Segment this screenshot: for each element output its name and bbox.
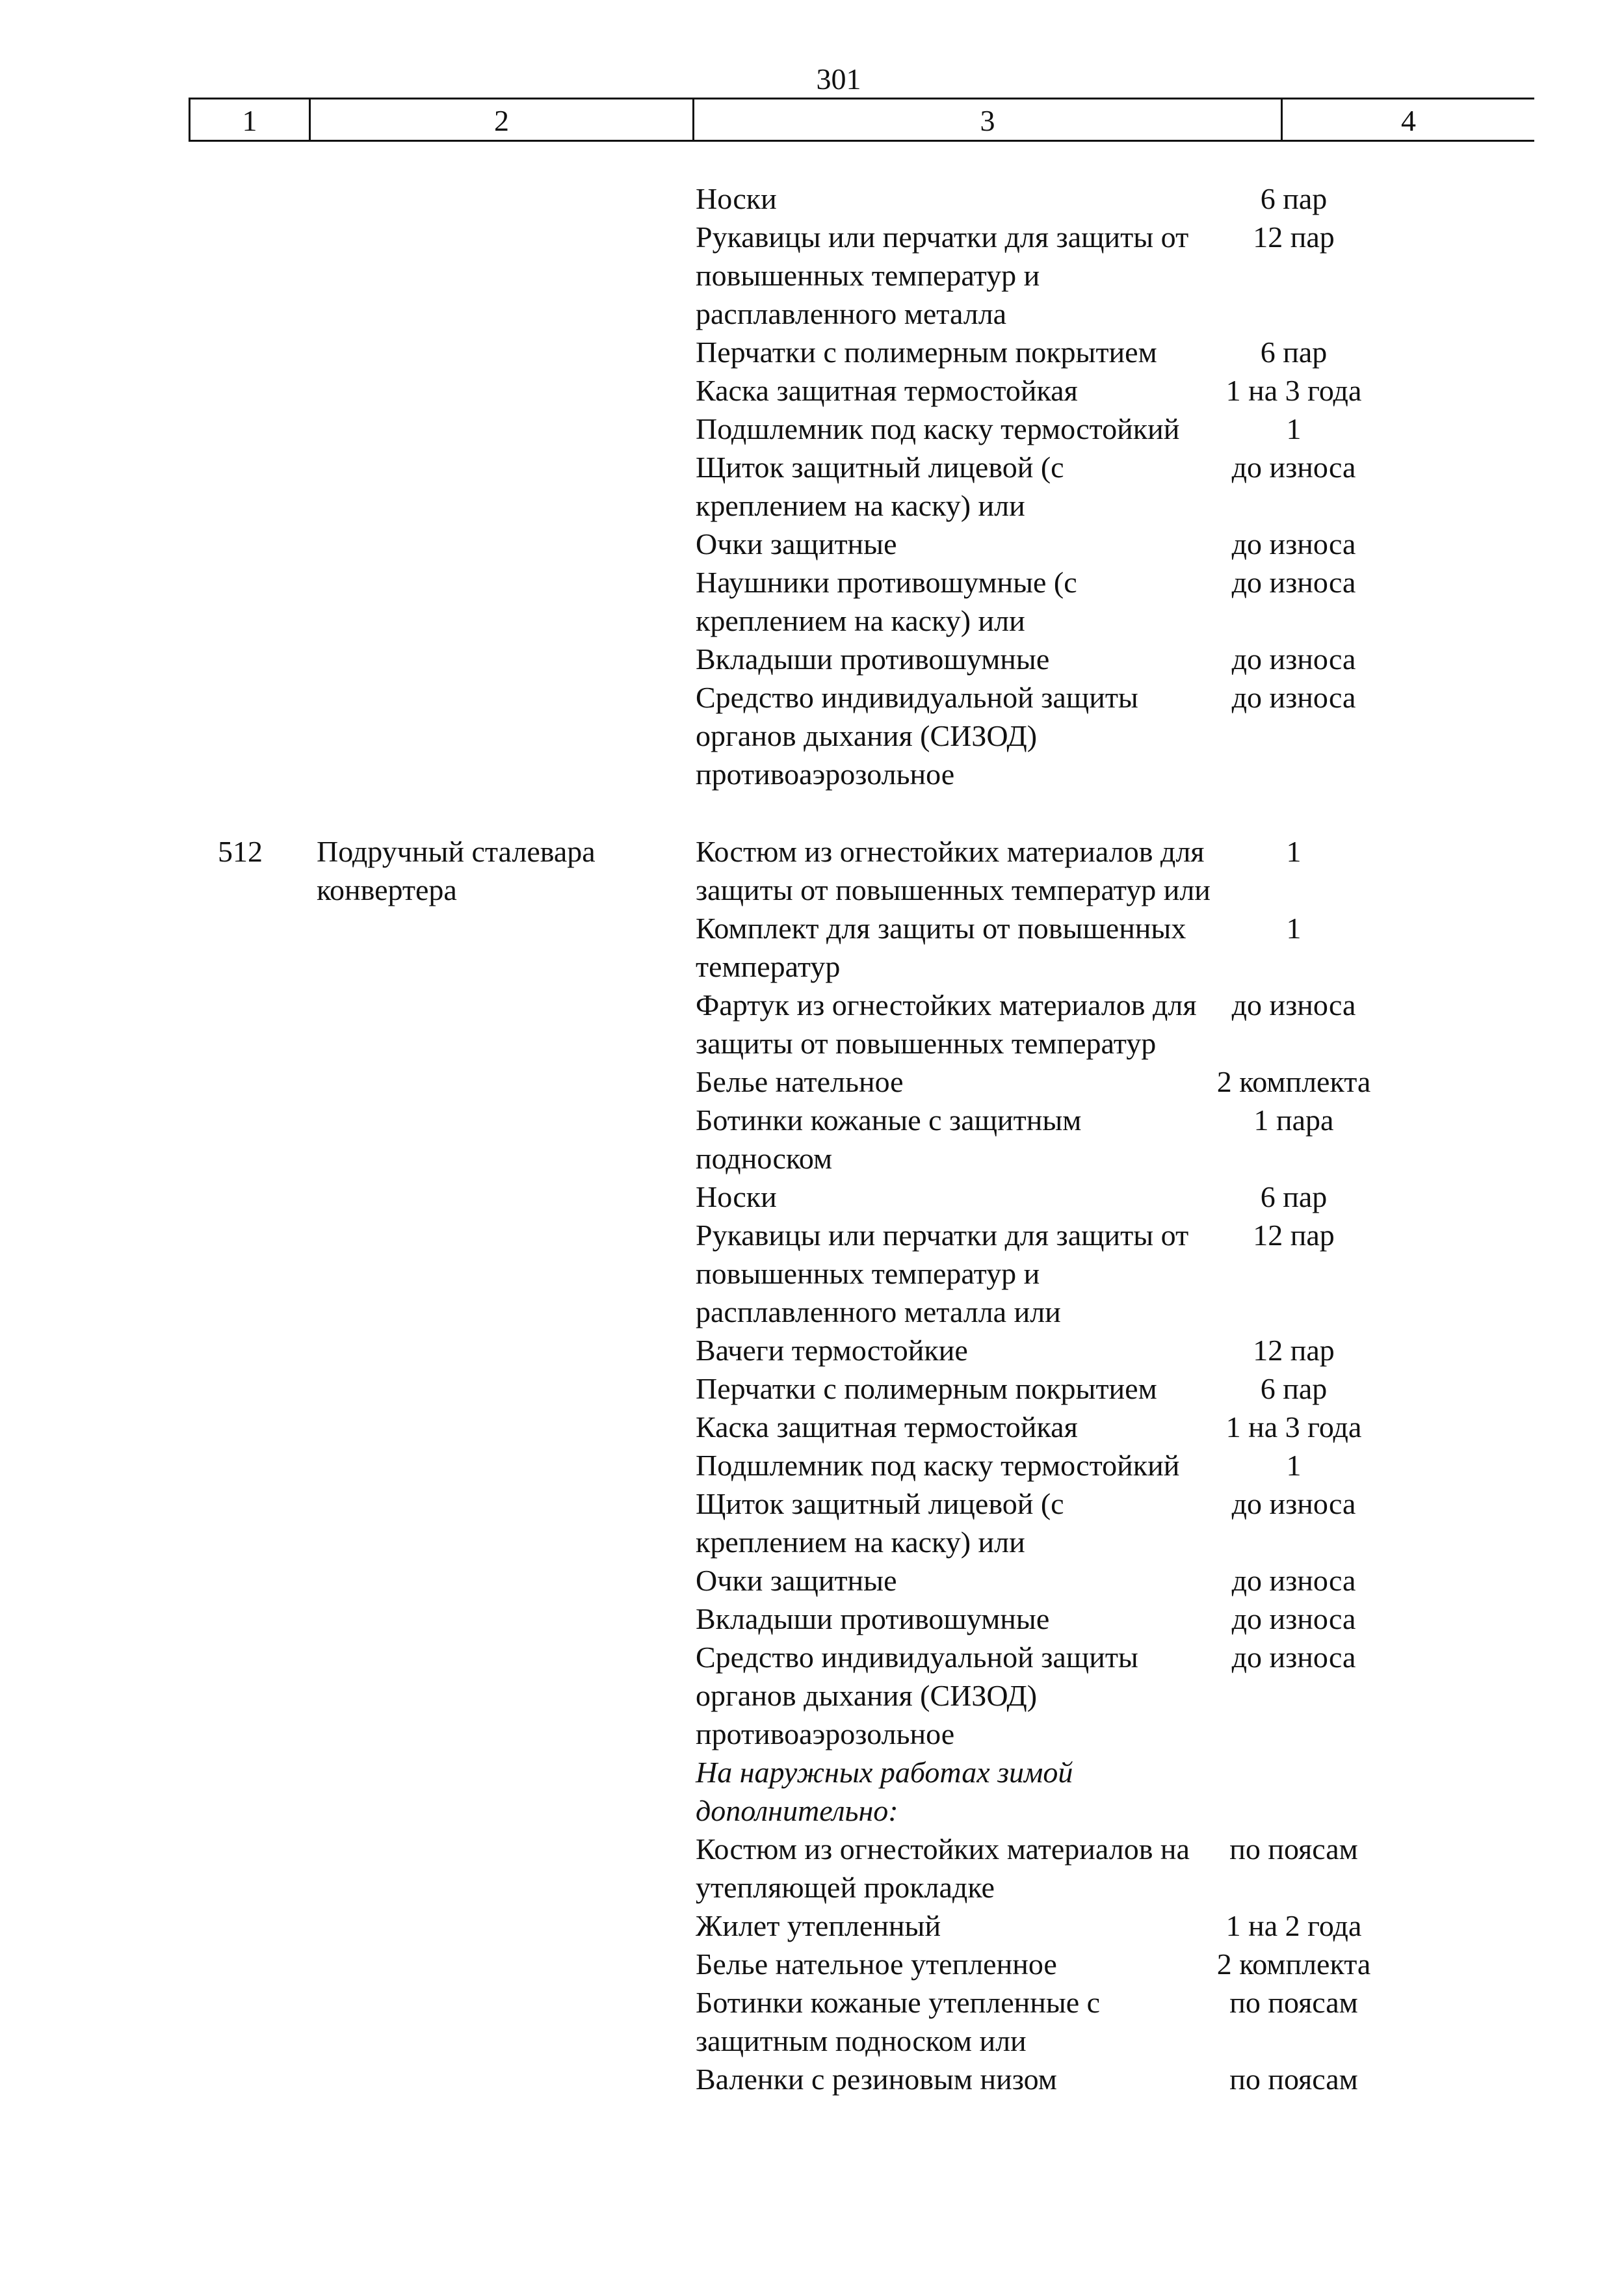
ppe-item-line: На наружных работах зимой bbox=[696, 1756, 1073, 1789]
ppe-item-line: Перчатки с полимерным покрытием bbox=[696, 1372, 1157, 1405]
ppe-item-line: Валенки с резиновым низом bbox=[696, 2063, 1057, 2096]
ppe-item-line: повышенных температур и bbox=[696, 259, 1040, 292]
ppe-item-line: Наушники противошумные (с bbox=[696, 566, 1077, 599]
ppe-norm: до износа bbox=[1231, 1641, 1356, 1674]
ppe-item-line: креплением на каску) или bbox=[696, 489, 1025, 522]
ppe-item-line: Белье нательное bbox=[696, 1065, 904, 1098]
ppe-item-line: Каска защитная термостойкая bbox=[696, 1410, 1078, 1444]
ppe-norm: 12 пар bbox=[1253, 1219, 1335, 1252]
ppe-item-line: Жилет утепленный bbox=[696, 1909, 941, 1942]
ppe-item-line: Вкладыши противошумные bbox=[696, 642, 1050, 676]
ppe-norm: по поясам bbox=[1229, 1832, 1358, 1866]
ppe-norm: до износа bbox=[1231, 642, 1356, 676]
ppe-item-line: защитным подноском или bbox=[696, 2024, 1027, 2057]
ppe-item-line: Фартук из огнестойких материалов для bbox=[696, 988, 1197, 1022]
ppe-item-line: Подшлемник под каску термостойкий bbox=[696, 1449, 1180, 1482]
ppe-norm: 12 пар bbox=[1253, 1334, 1335, 1367]
page-number: 301 bbox=[816, 62, 861, 96]
ppe-norm: по поясам bbox=[1229, 1986, 1358, 2019]
ppe-item-line: Очки защитные bbox=[696, 1564, 897, 1597]
ppe-norm: 1 на 3 года bbox=[1225, 374, 1362, 407]
ppe-item-line: расплавленного металла или bbox=[696, 1295, 1061, 1328]
ppe-norm: 1 bbox=[1286, 912, 1302, 945]
ppe-item-line: повышенных температур и bbox=[696, 1257, 1040, 1290]
ppe-item-line: утепляющей прокладке bbox=[696, 1871, 995, 1904]
ppe-item-line: органов дыхания (СИЗОД) bbox=[696, 1679, 1038, 1712]
ppe-item-line: Каска защитная термостойкая bbox=[696, 374, 1078, 407]
ppe-norm: 1 на 3 года bbox=[1225, 1410, 1362, 1444]
ppe-norm: до износа bbox=[1231, 1487, 1356, 1520]
ppe-item-line: защиты от повышенных температур или bbox=[696, 873, 1211, 906]
ppe-item-line: противоаэрозольное bbox=[696, 1717, 955, 1750]
ppe-item-line: Перчатки с полимерным покрытием bbox=[696, 336, 1157, 369]
profession-name: конвертера bbox=[317, 873, 457, 906]
ppe-item-line: Очки защитные bbox=[696, 527, 897, 561]
ppe-item-line: Ботинки кожаные с защитным bbox=[696, 1103, 1082, 1137]
ppe-norm: до износа bbox=[1231, 566, 1356, 599]
ppe-norm: 1 bbox=[1286, 412, 1302, 445]
ppe-item-line: Костюм из огнестойких материалов на bbox=[696, 1832, 1190, 1866]
ppe-norm: 1 на 2 года bbox=[1225, 1909, 1362, 1942]
ppe-norm: до износа bbox=[1231, 527, 1356, 561]
ppe-item-line: Ботинки кожаные утепленные с bbox=[696, 1986, 1101, 2019]
ppe-norm: до износа bbox=[1231, 681, 1356, 714]
ppe-norm: до износа bbox=[1231, 1602, 1356, 1635]
header-col-4: 4 bbox=[1401, 104, 1416, 137]
ppe-norm: до износа bbox=[1231, 988, 1356, 1022]
header-col-2: 2 bbox=[311, 99, 694, 142]
ppe-item-line: Носки bbox=[696, 1180, 777, 1213]
ppe-item-line: дополнительно: bbox=[696, 1794, 898, 1827]
ppe-norm: до износа bbox=[1231, 1564, 1356, 1597]
ppe-item-line: Щиток защитный лицевой (с bbox=[696, 451, 1064, 484]
header-col-3: 3 bbox=[694, 99, 1283, 142]
ppe-norm: 6 пар bbox=[1260, 1180, 1328, 1213]
header-col-1: 1 bbox=[190, 99, 311, 142]
column-header-row bbox=[189, 98, 1534, 142]
ppe-norm: 1 bbox=[1286, 835, 1302, 868]
ppe-norm: 1 bbox=[1286, 1449, 1302, 1482]
ppe-item-line: защиты от повышенных температур bbox=[696, 1027, 1157, 1060]
ppe-item-line: Рукавицы или перчатки для защиты от bbox=[696, 220, 1189, 254]
ppe-norm: 2 комплекта bbox=[1216, 1065, 1371, 1098]
ppe-item-line: Вачеги термостойкие bbox=[696, 1334, 968, 1367]
ppe-item-line: креплением на каску) или bbox=[696, 604, 1025, 637]
ppe-norm: 6 пар bbox=[1260, 336, 1328, 369]
ppe-item-line: Средство индивидуальной защиты bbox=[696, 681, 1138, 714]
ppe-item-line: Носки bbox=[696, 182, 777, 215]
ppe-item-line: Белье нательное утепленное bbox=[696, 1947, 1057, 1981]
ppe-item-line: креплением на каску) или bbox=[696, 1525, 1025, 1559]
ppe-norm: 6 пар bbox=[1260, 182, 1328, 215]
ppe-item-line: Вкладыши противошумные bbox=[696, 1602, 1050, 1635]
ppe-item-line: органов дыхания (СИЗОД) bbox=[696, 719, 1038, 752]
ppe-item-line: температур bbox=[696, 950, 841, 983]
ppe-item-line: Средство индивидуальной защиты bbox=[696, 1641, 1138, 1674]
ppe-item-line: расплавленного металла bbox=[696, 297, 1007, 330]
ppe-norm: 1 пара bbox=[1253, 1103, 1334, 1137]
ppe-norm: 12 пар bbox=[1253, 220, 1335, 254]
ppe-item-line: Комплект для защиты от повышенных bbox=[696, 912, 1186, 945]
ppe-norm: 6 пар bbox=[1260, 1372, 1328, 1405]
ppe-norm: до износа bbox=[1231, 451, 1356, 484]
ppe-item-line: Щиток защитный лицевой (с bbox=[696, 1487, 1064, 1520]
entry-number: 512 bbox=[218, 835, 263, 868]
ppe-item-line: Костюм из огнестойких материалов для bbox=[696, 835, 1205, 868]
profession-name: Подручный сталевара bbox=[317, 835, 596, 868]
ppe-item-line: подноском bbox=[696, 1142, 833, 1175]
ppe-item-line: противоаэрозольное bbox=[696, 758, 955, 791]
ppe-norm: по поясам bbox=[1229, 2063, 1358, 2096]
ppe-item-line: Подшлемник под каску термостойкий bbox=[696, 412, 1180, 445]
ppe-norm: 2 комплекта bbox=[1216, 1947, 1371, 1981]
ppe-item-line: Рукавицы или перчатки для защиты от bbox=[696, 1219, 1189, 1252]
